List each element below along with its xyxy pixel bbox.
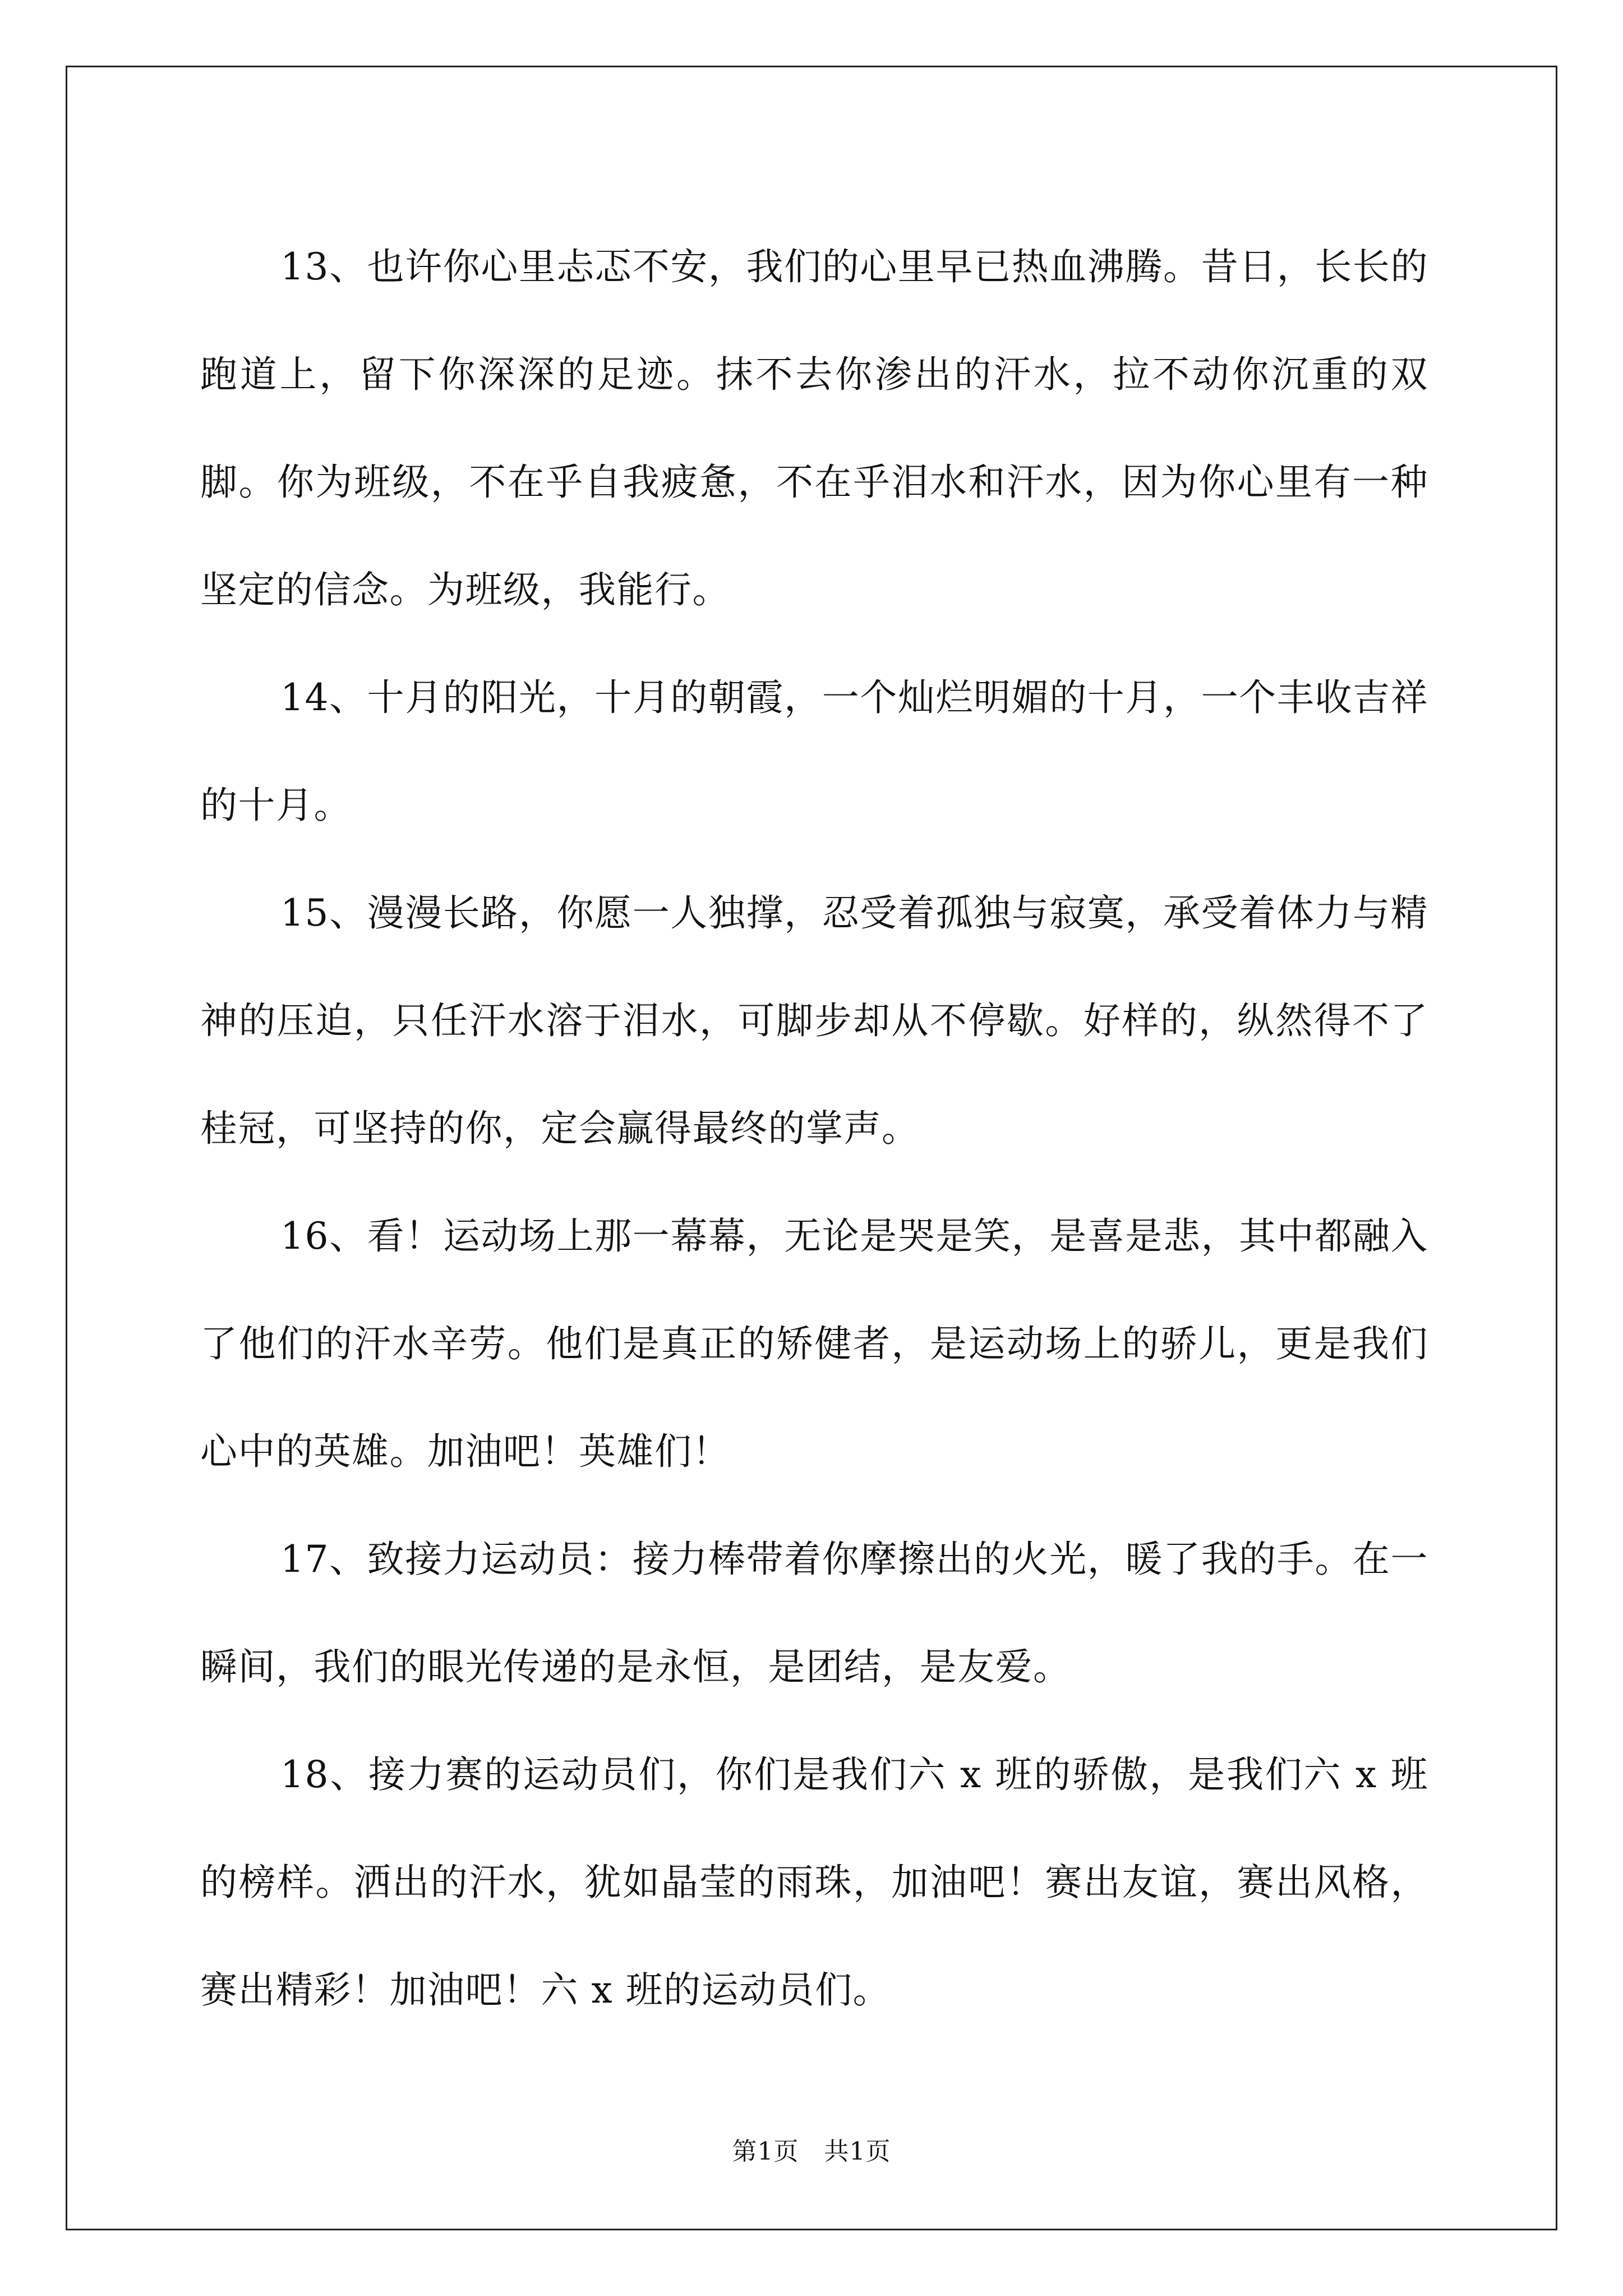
paragraph-13: 13、也许你心里忐忑不安，我们的心里早已热血沸腾。昔日，长长的跑道上，留下你深深的足迹。抹不去你渗出的汗水，拉不动你沉重的双脚。你为班级，不在乎自我疲惫，不在乎泪水和汗水，因为你心里有一种坚定的信念。为班级，我能行。 [200, 245, 1428, 611]
document-body [200, 213, 1428, 2044]
paragraph-18: 18、接力赛的运动员们，你们是我们六 x 班的骄傲，是我们六 x 班的榜样。洒出的汗水，犹如晶莹的雨珠，加油吧！赛出友谊，赛出风格，赛出精彩！加油吧！六 x 班的运动员们。 [200, 1753, 1428, 2012]
page-footer: 第1页 共1页 [732, 2137, 891, 2166]
paragraph-14: 14、十月的阳光，十月的朝霞，一个灿烂明媚的十月，一个丰收吉祥的十月。 [200, 676, 1428, 827]
paragraph-17: 17、致接力运动员：接力棒带着你摩擦出的火光，暖了我的手。在一瞬间，我们的眼光传递的是永恒，是团结，是友爱。 [200, 1538, 1428, 1688]
paragraph-16: 16、看！运动场上那一幕幕，无论是哭是笑，是喜是悲，其中都融入了他们的汗水辛劳。他们是真正的矫健者，是运动场上的骄儿，更是我们心中的英雄。加油吧！英雄们！ [200, 1214, 1428, 1473]
paragraph-15: 15、漫漫长路，你愿一人独撑，忍受着孤独与寂寞，承受着体力与精神的压迫，只任汗水溶于泪水，可脚步却从不停歇。好样的，纵然得不了桂冠，可坚持的你，定会赢得最终的掌声。 [200, 891, 1428, 1150]
